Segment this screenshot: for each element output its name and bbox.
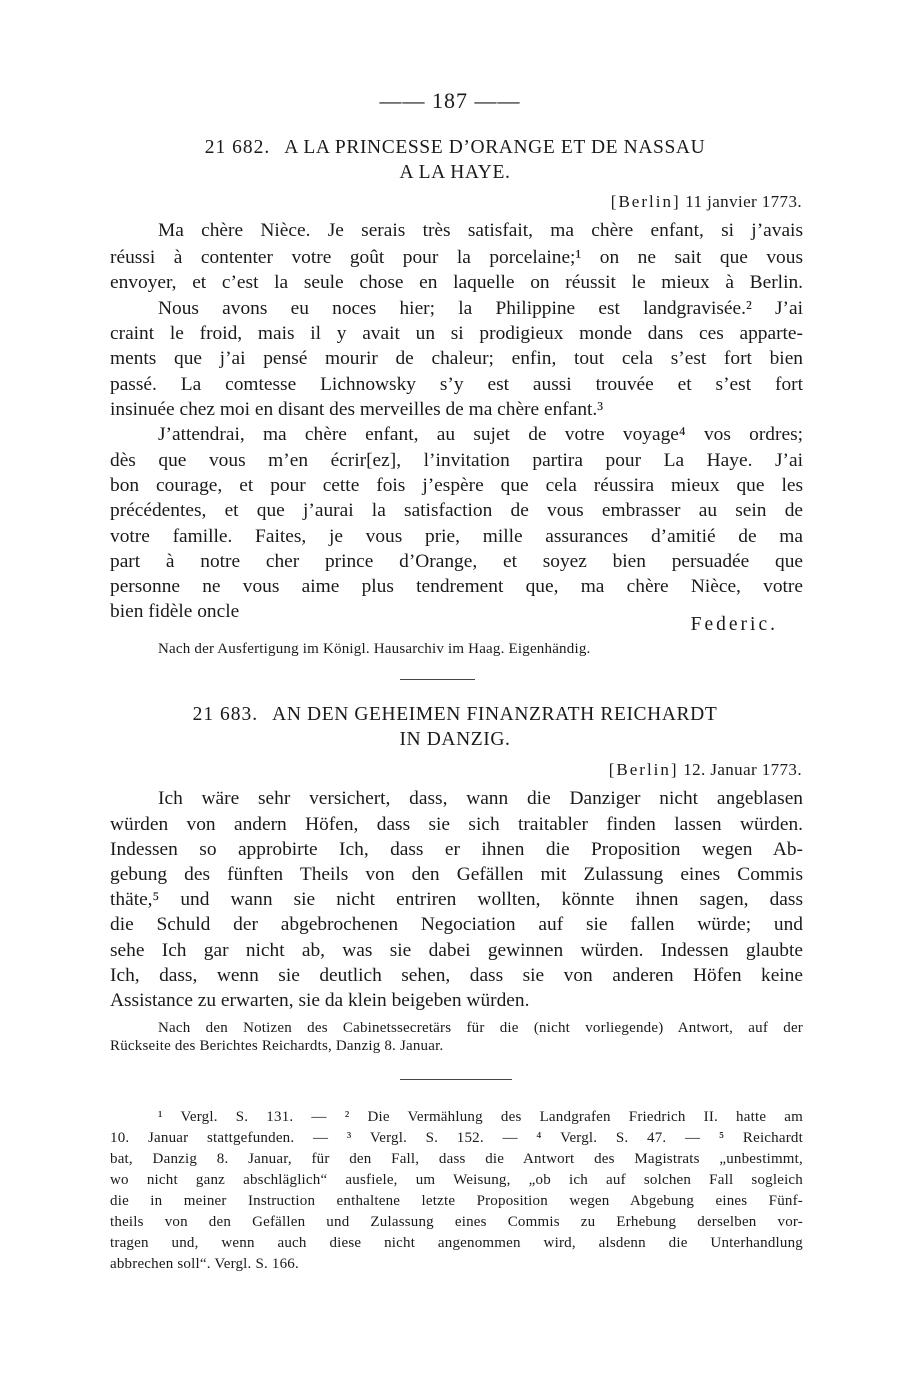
letter2-line: die Schuld der abgebrochenen Negociation auf sie fallen würde; und: [110, 914, 803, 935]
footnote-line: bat, Danzig 8. Januar, für den Fall, dass die Antwort des Magistrats „unbestimmt,: [110, 1151, 803, 1167]
letter1-heading-line2: [110, 160, 800, 185]
letter1-line: ments que j’ai pensé mourir de chaleur; enfin, tout cela s’est fort bien: [110, 348, 803, 369]
letter1-line: J’attendrai, ma chère enfant, au sujet de votre voyage⁴ vos ordres;: [158, 424, 803, 445]
letter1-line: part à notre cher prince d’Orange, et soyez bien persuadée que: [110, 551, 803, 572]
letter1-date-place: [Berlin]: [610, 192, 681, 211]
letter2-number: 21 683.: [192, 704, 259, 725]
letter2-line: Ich wäre sehr versichert, dass, wann die Danziger nicht angeblasen: [158, 788, 803, 809]
letter1-line: Ma chère Nièce. Je serais très satisfait, ma chère enfant, si j’avais: [158, 220, 803, 241]
letter2-line: Indessen so approbirte Ich, dass er ihnen die Proposition wegen Ab-: [110, 839, 803, 860]
footnote-line: tragen und, wenn auch diese nicht angenommen wird, alsdenn die Unterhandlung: [110, 1235, 803, 1251]
letter1-line: bien fidèle oncle: [110, 601, 240, 622]
letter1-title-line2: A LA HAYE.: [399, 162, 511, 183]
letter1-line: personne ne vous aime plus tendrement que, ma chère Nièce, votre: [110, 576, 803, 597]
letter1-number: 21 682.: [204, 137, 271, 158]
letter1-line: dès que vous m’en écrir[ez], l’invitation partira pour La Haye. J’ai: [110, 450, 803, 471]
letter1-line: votre famille. Faites, je vous prie, mille assurances d’amitié de ma: [110, 526, 803, 547]
letter1-title-line1: A LA PRINCESSE D’ORANGE ET DE NASSAU: [284, 137, 706, 158]
footnote-line: abbrechen soll“. Vergl. S. 166.: [110, 1256, 299, 1272]
letter1-line: précédentes, et que j’aurai la satisfaction de vous embrasser au sein de: [110, 500, 803, 521]
letter2-line: Ich, dass, wenn sie deutlich sehen, dass sie von anderen Höfen keine: [110, 965, 803, 986]
letter2-line: würden von andern Höfen, dass sie sich traitabler finden lassen würden.: [110, 814, 803, 835]
letter2-source-note-line2: Rückseite des Berichtes Reichardts, Danzig 8. Januar.: [110, 1038, 444, 1054]
letter2-heading-line2: [110, 727, 800, 752]
letter1-line: bon courage, et pour cette fois j’espère que cela réussira mieux que les: [110, 475, 803, 496]
dash-right: ——: [468, 88, 521, 113]
letter2-source-note-line1: Nach den Notizen des Cabinetssecretärs für die (nicht vorliegende) Antwort, auf der: [158, 1020, 803, 1036]
footnote-line: 10. Januar stattgefunden. — ³ Vergl. S. 152. — ⁴ Vergl. S. 47. — ⁵ Reichardt: [110, 1130, 803, 1146]
dash-left: ——: [379, 88, 432, 113]
letter1-heading: [110, 135, 800, 160]
letter1-line: réussi à contenter votre goût pour la porcelaine;¹ on ne sait que vous: [110, 247, 803, 268]
page-number-text: 187: [432, 88, 468, 113]
letter1-line: insinuée chez moi en disant des merveilles de ma chère enfant.³: [110, 399, 604, 420]
footnote-line: theils von den Gefällen und Zulassung eines Commis zu Erhebung derselben vor-: [110, 1214, 803, 1230]
letter2-date: [609, 760, 802, 780]
letter2-title-line1: AN DEN GEHEIMEN FINANZRATH REICHARDT: [272, 704, 718, 725]
letter2-line: gebung des fünften Theils von den Gefällen mit Zulassung eines Commis: [110, 864, 803, 885]
letter2-line: sehe Ich gar nicht ab, was sie dabei gewinnen würden. Indessen glaubte: [110, 940, 803, 961]
footnote-divider: [400, 1079, 512, 1080]
footnote-line: die in meiner Instruction enthaltene letzte Proposition wegen Abgebung eines Fünf-: [110, 1193, 803, 1209]
letter1-date: [611, 192, 802, 212]
letter1-line: Nous avons eu noces hier; la Philippine est landgravisée.² J’ai: [158, 298, 803, 319]
letter2-date-place: [Berlin]: [608, 760, 679, 779]
section-divider: [400, 679, 475, 680]
letter1-line: passé. La comtesse Lichnowsky s’y est aussi trouvée et s’est fort: [110, 374, 803, 395]
footnote-line: ¹ Vergl. S. 131. — ² Die Vermählung des Landgrafen Friedrich II. hatte am: [158, 1109, 803, 1125]
letter2-date-rest: 12. Januar 1773.: [683, 760, 802, 779]
letter1-date-rest: 11 janvier 1773.: [685, 192, 802, 211]
letter1-source-note: Nach der Ausfertigung im Königl. Hausarchiv im Haag. Eigenhändig.: [158, 641, 591, 657]
page-number: [0, 88, 900, 114]
letter1-signature: Federic.: [690, 614, 778, 635]
letter2-title-line2: IN DANZIG.: [399, 729, 511, 750]
letter2-heading: [110, 702, 800, 727]
letter2-line: Assistance zu erwarten, sie da klein beigeben würden.: [110, 990, 530, 1011]
letter1-line: craint le froid, mais il y avait un si prodigieux monde dans ces apparte-: [110, 323, 803, 344]
letter2-line: thäte,⁵ und wann sie nicht entriren wollten, könnte ihnen sagen, dass: [110, 889, 803, 910]
footnote-line: wo nicht ganz abschläglich“ ausfiele, um Weisung, „ob ich auf solchen Fall sogleich: [110, 1172, 803, 1188]
letter1-line: envoyer, et c’est la seule chose en laquelle on réussit le mieux à Berlin.: [110, 272, 803, 293]
